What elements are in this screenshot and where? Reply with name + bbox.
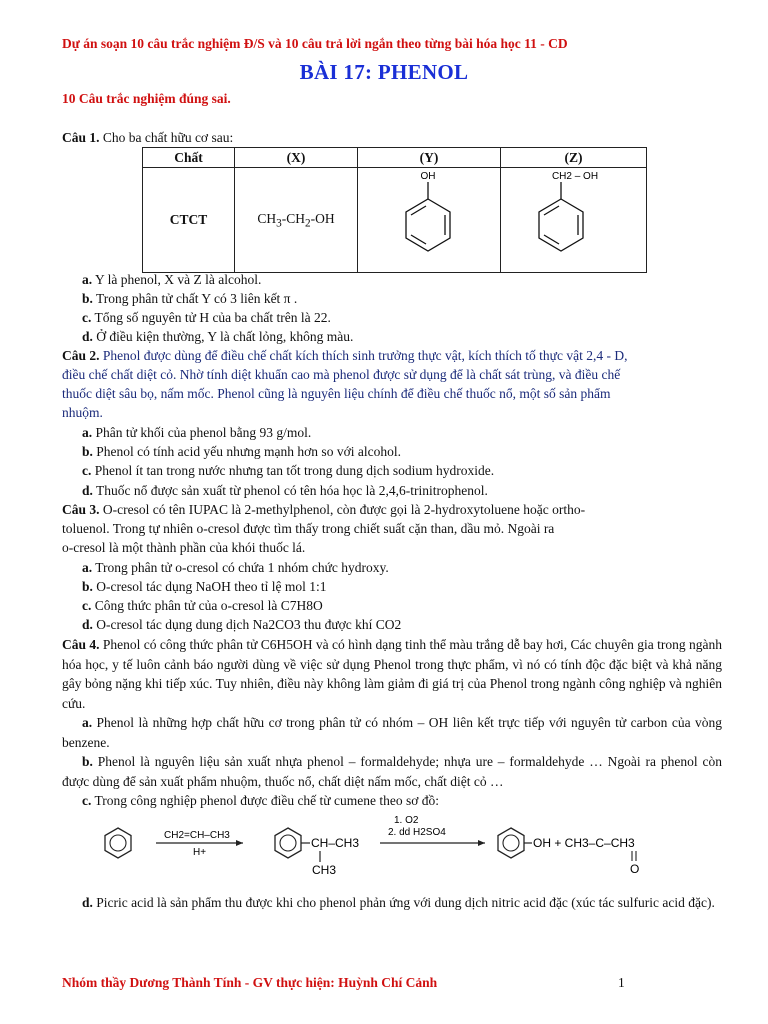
q4-option-d: d. Picric acid là sản phẩm thu được khi cho phenol phản ứng với dung dịch nitric acid đặc (xúc tác sulfuric acid đặc). [82,895,715,910]
structure-y-cell [358,168,501,273]
page-header: Dự án soạn 10 câu trắc nghiệm Đ/S và 10 câu trả lời ngắn theo từng bài hóa học 11 - CD [62,36,568,51]
q1-option-c: c. Tổng số nguyên tử H của ba chất trên là 22. [82,310,331,325]
q2-option-d: d. Thuốc nổ được sản xuất từ phenol có tên hóa học là 2,4,6-trinitrophenol. [82,483,488,498]
table-header-cell: (Y) [358,148,501,168]
question-1-number: Câu 1. [62,130,100,145]
question-2-line-4: nhuộm. [62,405,103,420]
question-1-text: Cho ba chất hữu cơ sau: [99,130,234,145]
question-3-line-2: toluenol. Trong tự nhiên o-cresol được tìm thấy trong chiết suất cặn than, dầu mỏ. Ngoài ra [62,521,555,536]
phenol-structure [358,168,500,268]
reaction-scheme [98,810,702,880]
question-2-line-2: điều chế chất diệt cỏ. Nhờ tính diệt khuẩn cao mà phenol được sử dụng để là chất sát trùng, và điều chế [62,367,621,382]
structure-table [142,147,647,273]
cumene-methyl: CH3 [312,863,337,877]
page-number: 1 [618,975,625,990]
cumene-chain: CH–CH3 [311,836,360,850]
q1-option-a: a. Y là phenol, X và Z là alcohol. [82,272,262,287]
page-title: BÀI 17: PHENOL [299,60,469,84]
ketone-oxygen: O [630,862,640,876]
cumene-ring-icon [275,828,301,858]
question-3-line-1: Câu 3. O-cresol có tên IUPAC là 2-methylphenol, còn được gọi là 2-hydroxytoluene hoặc ortho- [62,502,586,517]
question-4-stem: Câu 4. Phenol có công thức phân tử C6H5OH và có hình dạng tinh thể màu trắng dễ bay hơi, Các chuyên gia trong ngành hóa học, y tế luôn cảnh báo người dùng về việc sử dụng Phenol trong thực phẩm, vì nó có tính độc đặc biệt và khả năng gây bỏng nặng khi tiếp xúc. Tuy nhiên, điều này không làm giảm đi giá trị của Phenol trong ngành công nghiệp và nghiên cứu. [62,637,722,711]
q3-option-a: a. Trong phân tử o-cresol có chứa 1 nhóm chức hydroxy. [82,560,389,575]
page-footer: Nhóm thầy Dương Thành Tính - GV thực hiện: Huỳnh Chí Cảnh [62,975,438,990]
table-header-cell: (Z) [501,148,647,168]
oh-label: OH [420,171,436,182]
question-3-line-3: o-cresol là một thành phần của khói thuốc lá. [62,540,306,555]
q2-option-a: a. Phân tử khối của phenol bằng 93 g/mol. [82,425,312,440]
q4-option-b: b. Phenol là nguyên liệu sản xuất nhựa phenol – formaldehyde; nhựa ure – formaldehyde … Ngoài ra phenol còn được dùng để sản xuất phẩm nhuộm, thuốc nổ, chất diệt nấm mốc, chất diệt cỏ … [62,754,722,789]
table-row-label: CTCT [143,168,235,273]
q3-option-c: c. Công thức phân tử của o-cresol là C7H8O [82,598,323,613]
phenol-ring-icon [498,828,524,858]
q2-option-c: c. Phenol ít tan trong nước nhưng tan tốt trong dung dịch sodium hydroxide. [82,463,495,478]
q3-option-d: d. O-cresol tác dụng dung dịch Na2CO3 thu được khí CO2 [82,617,402,632]
product-formula: OH + CH3–C–CH3 [533,836,635,850]
q1-option-d: d. Ở điều kiện thường, Y là chất lỏng, không màu. [82,329,354,344]
reagent-propene: CH2=CH–CH3 [164,830,230,841]
section-subtitle: 10 Câu trắc nghiệm đúng sai. [62,91,231,106]
question-2-line-3: thuốc diệt sâu bọ, nấm mốc. Phenol cũng là nguyên liệu chính để điều chế thuốc nổ, một số sản phẩm [62,386,611,401]
formula-x: $CH_3-CH_2-OH$ [235,168,358,273]
table-header-cell: Chất [143,148,235,168]
q4-option-a: a. Phenol là những hợp chất hữu cơ trong phân tử có nhóm – OH liên kết trực tiếp với nguyên tử carbon của vòng benzene. [62,715,722,750]
q4-option-c: c. Trong công nghiệp phenol được điều chế từ cumene theo sơ đồ: [82,793,439,808]
benzyl-alcohol-structure [501,168,646,268]
structure-table-header [143,148,647,168]
ch2oh-label: CH2 – OH [551,171,599,182]
catalyst-label: H+ [193,847,207,858]
q3-option-b: b. O-cresol tác dụng NaOH theo tỉ lệ mol 1:1 [82,579,327,594]
q1-option-b: b. Trong phân tử chất Y có 3 liên kết π . [82,291,298,306]
structure-z-cell [501,168,647,273]
benzene-ring-icon [105,828,131,858]
q2-option-b: b. Phenol có tính acid yếu nhưng mạnh hơn so với alcohol. [82,444,401,459]
structure-table-row [143,168,647,273]
table-header-cell: (X) [235,148,358,168]
question-2-line-1: Câu 2. Phenol được dùng để điều chế chất kích thích sinh trưởng thực vật, kích thích tố thực vật 2,4 - D, [62,348,628,363]
step-acid: 2. dd H2SO4 [388,827,446,838]
question-1-stem [62,128,233,147]
step-oxygen: 1. O2 [394,815,419,826]
